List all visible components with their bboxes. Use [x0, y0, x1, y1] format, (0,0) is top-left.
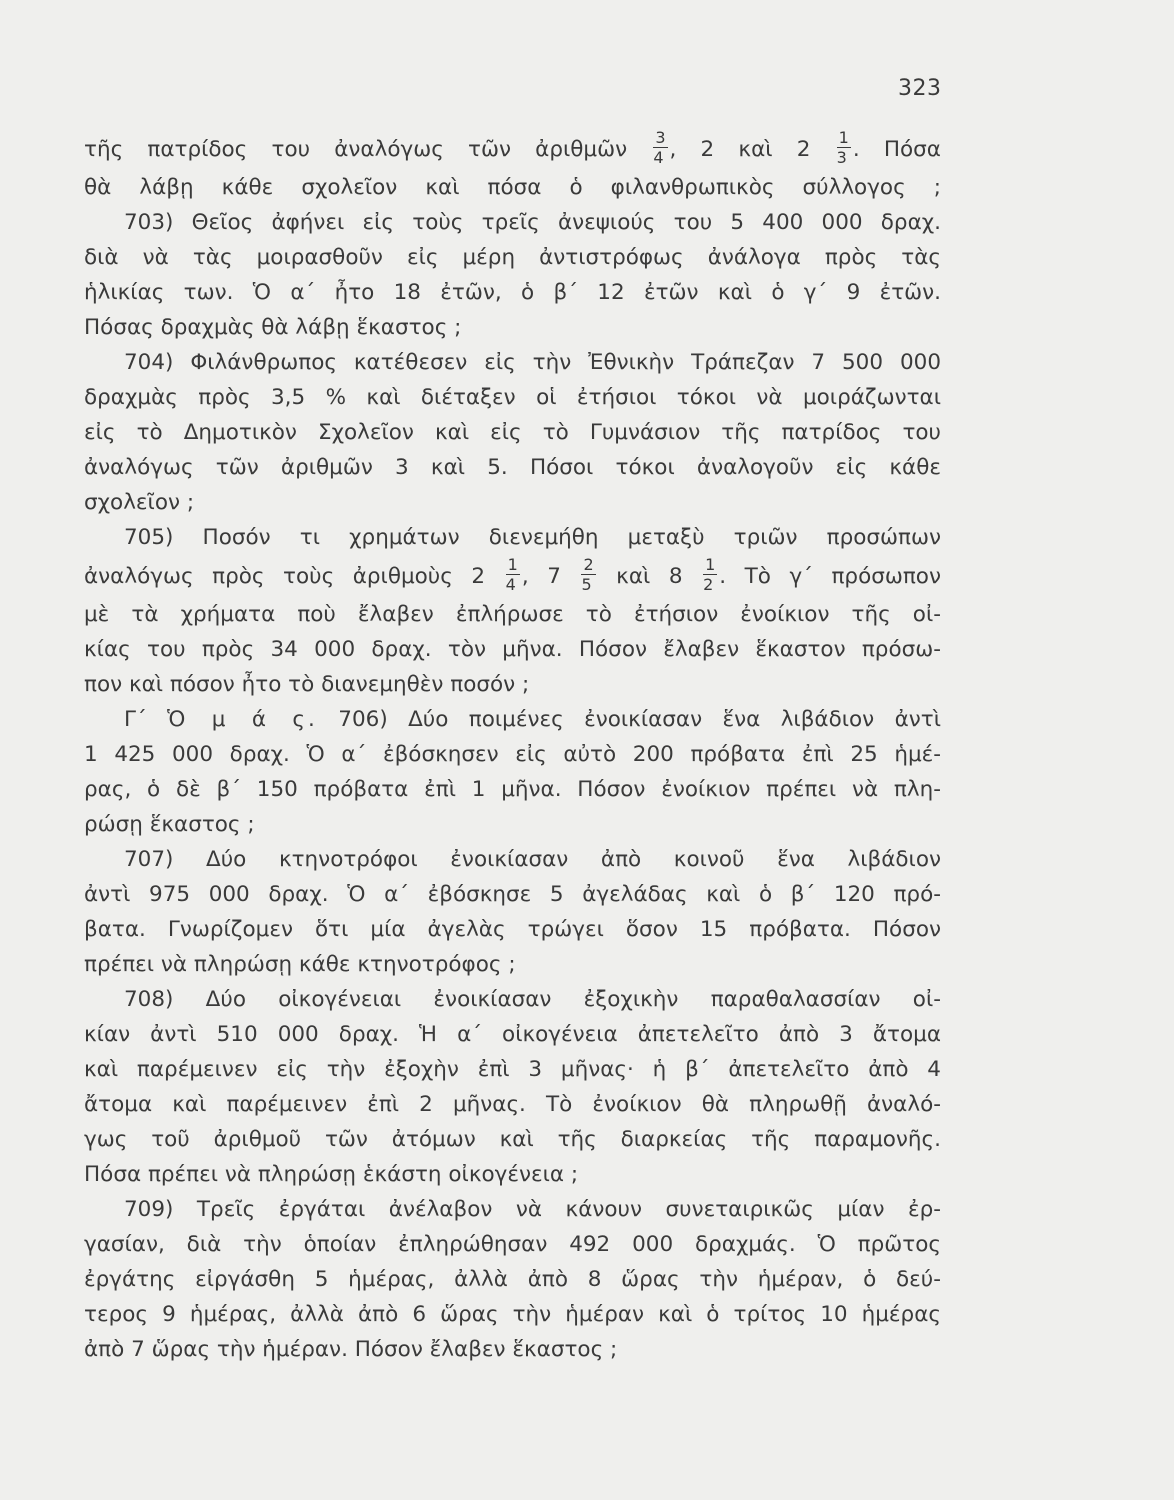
fraction	[703, 557, 717, 593]
fraction	[653, 130, 667, 166]
fraction-numerator: 1	[705, 555, 716, 574]
problem-706-start: 706) Δύο ποιμένες ἐνοικίασαν ἕνα λιβάδιον ἀντὶ	[338, 707, 941, 732]
fraction-numerator: 3	[655, 128, 666, 147]
problem-704-start: 704) Φιλάνθρωπος κατέθεσεν εἰς τὴν Ἐθνικὴν Τράπεζαν 7 500 000	[124, 350, 941, 375]
text-line	[84, 128, 941, 170]
text-line: Πόσας δραχμὰς θὰ λάβῃ ἕκαστος ;	[84, 315, 462, 340]
text-line: πον καὶ πόσον ἦτο τὸ διανεμηθὲν ποσόν ;	[84, 672, 530, 697]
fraction-denominator: 2	[703, 575, 714, 594]
text-line: ρας, ὁ δὲ β΄ 150 πρόβατα ἐπὶ 1 μῆνα. Πόσον ἐνοίκιον πρέπει νὰ πλη-	[84, 777, 941, 802]
fraction-denominator: 3	[836, 148, 847, 167]
fraction-numerator: 2	[583, 555, 594, 574]
page-body	[84, 128, 941, 1367]
text-line: θὰ λάβῃ κάθε σχολεῖον καὶ πόσα ὁ φιλανθρωπικὸς σύλλογος ;	[84, 175, 941, 200]
text-segment: , 7	[521, 564, 561, 589]
problem-708-start: 708) Δύο οἰκογένειαι ἐνοικίασαν ἐξοχικὴν παραθαλασσίαν οἰ-	[124, 987, 941, 1012]
text-line: γως τοῦ ἀριθμοῦ τῶν ἀτόμων καὶ τῆς διαρκείας τῆς παραμονῆς.	[84, 1127, 941, 1152]
text-line: εἰς τὸ Δημοτικὸν Σχολεῖον καὶ εἰς τὸ Γυμνάσιον τῆς πατρίδος του	[84, 420, 941, 445]
text-line: ἡλικίας των. Ὁ α΄ ἦτο 18 ἐτῶν, ὁ β΄ 12 ἐτῶν καὶ ὁ γ΄ 9 ἐτῶν.	[84, 280, 941, 305]
problem-707-start: 707) Δύο κτηνοτρόφοι ἐνοικίασαν ἀπὸ κοινοῦ ἕνα λιβάδιον	[124, 847, 941, 872]
text-line: ἄτομα καὶ παρέμεινεν ἐπὶ 2 μῆνας. Τὸ ἐνοίκιον θὰ πληρωθῇ ἀναλό-	[84, 1092, 941, 1117]
text-line: κίας του πρὸς 34 000 δραχ. τὸν μῆνα. Πόσον ἔλαβεν ἕκαστον πρόσω-	[84, 637, 941, 662]
problem-709-start: 709) Τρεῖς ἐργάται ἀνέλαβον νὰ κάνουν συνεταιρικῶς μίαν ἐρ-	[124, 1197, 941, 1222]
fraction	[837, 130, 851, 166]
text-line: σχολεῖον ;	[84, 490, 195, 515]
text-segment: . Πόσα	[852, 137, 941, 162]
text-segment: τῆς πατρίδος του ἀναλόγως τῶν ἀριθμῶν	[84, 137, 628, 162]
text-line: καὶ παρέμεινεν εἰς τὴν ἐξοχὴν ἐπὶ 3 μῆνας· ἡ β΄ ἀπετελεῖτο ἀπὸ 4	[84, 1057, 941, 1082]
text-line: κίαν ἀντὶ 510 000 δραχ. Ἡ α΄ οἰκογένεια ἀπετελεῖτο ἀπὸ 3 ἄτομα	[84, 1022, 941, 1047]
text-line: τερος 9 ἡμέρας, ἀλλὰ ἀπὸ 6 ὥρας τὴν ἡμέραν καὶ ὁ τρίτος 10 ἡμέρας	[84, 1302, 941, 1327]
section-title: Ὁ μ ά ς.	[167, 707, 318, 732]
text-segment: . Τὸ γ΄ πρόσωπον	[719, 564, 941, 589]
text-line: ρώσῃ ἕκαστος ;	[84, 812, 255, 837]
text-line: 1 425 000 δραχ. Ὁ α΄ ἐβόσκησεν εἰς αὐτὸ 200 πρόβατα ἐπὶ 25 ἡμέ-	[84, 742, 941, 767]
text-line: Πόσα πρέπει νὰ πληρώσῃ ἑκάστη οἰκογένεια ;	[84, 1162, 579, 1187]
text-line: βατα. Γνωρίζομεν ὅτι μία ἀγελὰς τρώγει ὅσον 15 πρόβατα. Πόσον	[84, 917, 941, 942]
text-segment: ἀναλόγως πρὸς τοὺς ἀριθμοὺς 2	[84, 564, 486, 589]
fraction-denominator: 4	[653, 148, 664, 167]
fraction	[581, 557, 595, 593]
text-line: δραχμὰς πρὸς 3,5 % καὶ διέταξεν οἱ ἐτήσιοι τόκοι νὰ μοιράζωνται	[84, 385, 941, 410]
text-line: διὰ νὰ τὰς μοιρασθοῦν εἰς μέρη ἀντιστρόφως ἀνάλογα πρὸς τὰς	[84, 245, 941, 270]
problem-703-start: 703) Θεῖος ἀφήνει εἰς τοὺς τρεῖς ἀνεψιούς του 5 400 000 δραχ.	[124, 210, 941, 235]
fraction	[506, 557, 520, 593]
section-heading-line	[84, 702, 941, 737]
text-segment: καὶ 8	[597, 564, 683, 589]
page-number: 323	[898, 76, 942, 101]
text-line: ἀντὶ 975 000 δραχ. Ὁ α΄ ἐβόσκησε 5 ἀγελάδας καὶ ὁ β΄ 120 πρό-	[84, 882, 941, 907]
fraction-numerator: 1	[838, 128, 849, 147]
fraction-denominator: 5	[581, 575, 592, 594]
fraction-denominator: 4	[505, 575, 516, 594]
problem-705-start: 705) Ποσόν τι χρημάτων διενεμήθη μεταξὺ τριῶν προσώπων	[124, 525, 941, 550]
section-letter: Γ΄	[124, 707, 147, 732]
text-line: γασίαν, διὰ τὴν ὁποίαν ἐπληρώθησαν 492 000 δραχμάς. Ὁ πρῶτος	[84, 1232, 941, 1257]
text-line: ἀπὸ 7 ὥρας τὴν ἡμέραν. Πόσον ἔλαβεν ἕκαστος ;	[84, 1337, 618, 1362]
text-line	[84, 555, 941, 597]
text-line: μὲ τὰ χρήματα ποὺ ἔλαβεν ἐπλήρωσε τὸ ἐτήσιον ἐνοίκιον τῆς οἰ-	[84, 602, 941, 627]
text-line: πρέπει νὰ πληρώσῃ κάθε κτηνοτρόφος ;	[84, 952, 516, 977]
text-line: ἐργάτης εἰργάσθη 5 ἡμέρας, ἀλλὰ ἀπὸ 8 ὥρας τὴν ἡμέραν, ὁ δεύ-	[84, 1267, 941, 1292]
fraction-numerator: 1	[507, 555, 518, 574]
text-segment: , 2 καὶ 2	[669, 137, 811, 162]
text-line: ἀναλόγως τῶν ἀριθμῶν 3 καὶ 5. Πόσοι τόκοι ἀναλογοῦν εἰς κάθε	[84, 455, 941, 480]
